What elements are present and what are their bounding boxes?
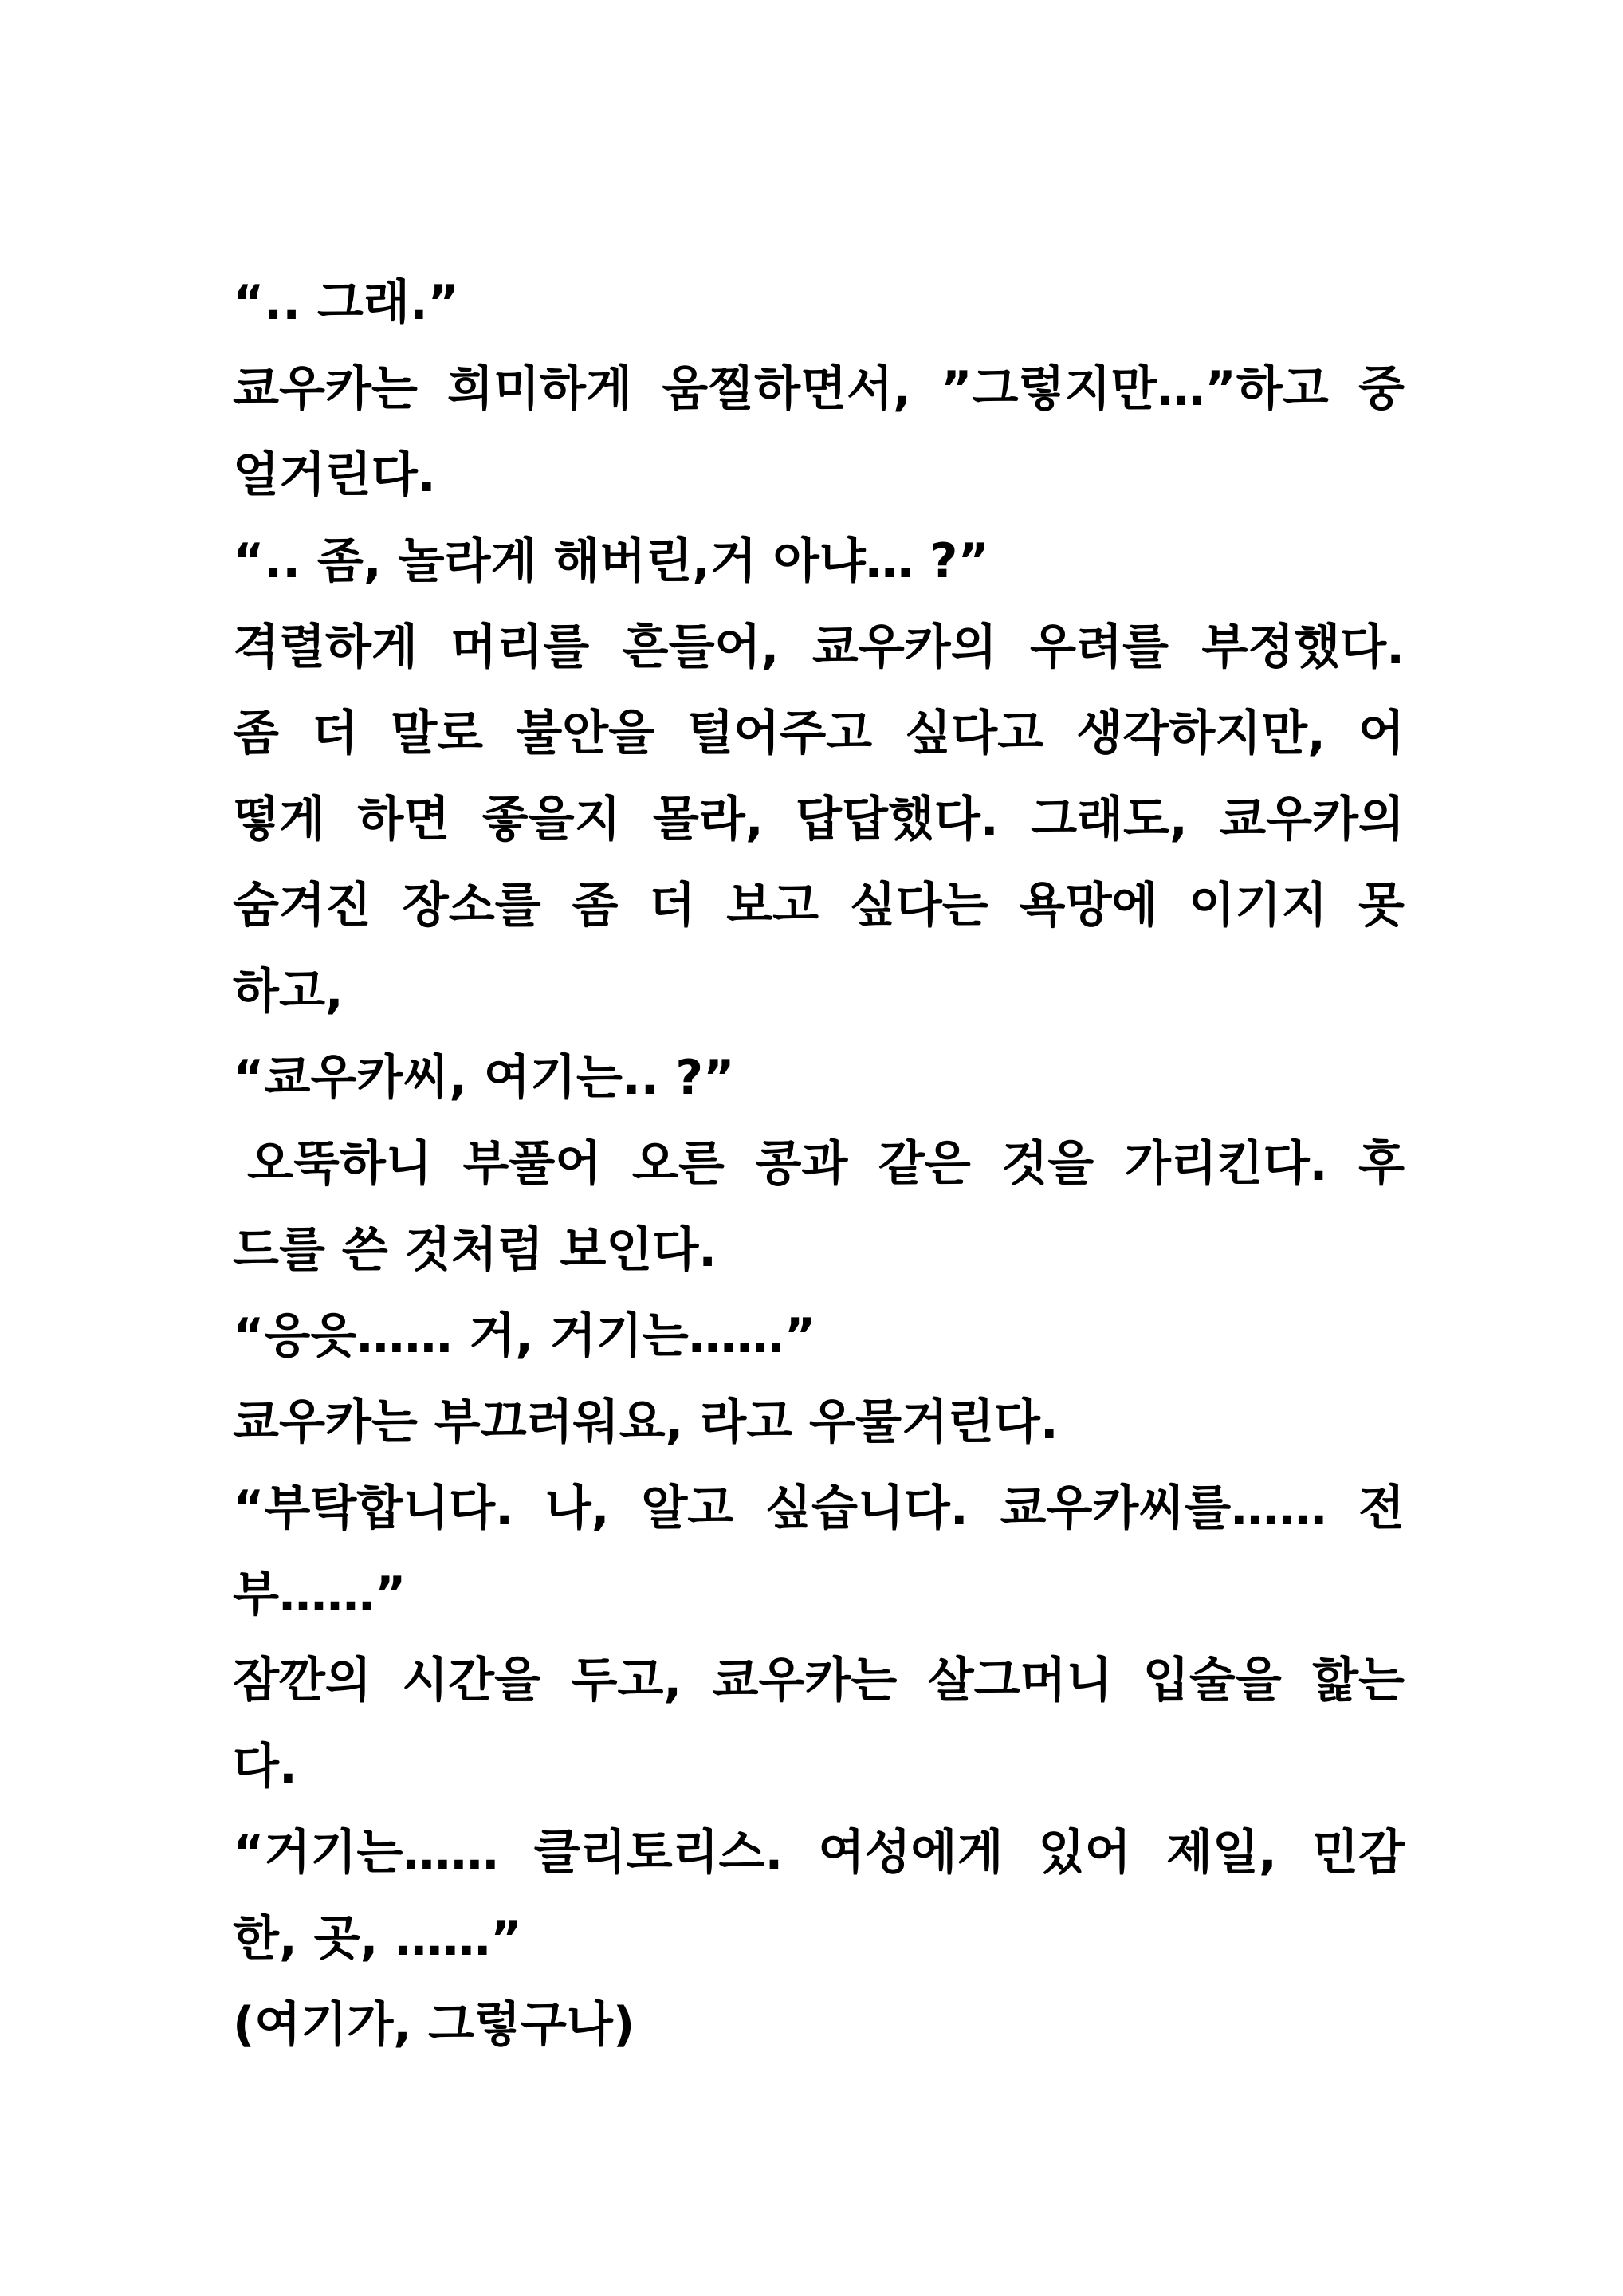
text-line: “쿄우카씨, 여기는.. ?” — [233, 1050, 735, 1106]
text-line: 떻게 하면 좋을지 몰라, 답답했다. 그래도, 쿄우카의 — [233, 792, 1405, 847]
text-line: (여기가, 그렇구나) — [233, 1997, 635, 2053]
text-line: 부……” — [233, 1567, 407, 1622]
text-line: 쿄우카는 희미하게 움찔하면서, ”그렇지만…”하고 중 — [233, 361, 1405, 417]
text-line: “응읏…… 거, 거기는……” — [233, 1308, 816, 1364]
text-line: “거기는…… 클리토리스. 여성에게 있어 제일, 민감 — [233, 1825, 1405, 1881]
text-line: 드를 쓴 것처럼 보인다. — [233, 1222, 717, 1278]
text-line: 쿄우카는 부끄러워요, 라고 우물거린다. — [233, 1394, 1059, 1450]
text-line: 잠깐의 시간을 두고, 쿄우카는 살그머니 입술을 핥는 — [233, 1653, 1405, 1708]
text-line: 하고, — [233, 964, 344, 1020]
text-line: 얼거린다. — [233, 447, 436, 503]
text-line: “.. 그래.” — [233, 275, 460, 331]
text-line: 오뚝하니 부풀어 오른 콩과 같은 것을 가리킨다. 후 — [247, 1136, 1405, 1192]
text-line: “.. 좀, 놀라게 해버린,거 아냐… ?” — [233, 533, 989, 589]
text-line: 한, 곳, ……” — [233, 1911, 522, 1967]
text-line: “부탁합니다. 나, 알고 싶습니다. 쿄우카씨를…… 전 — [233, 1480, 1405, 1536]
text-line: 숨겨진 장소를 좀 더 보고 싶다는 욕망에 이기지 못 — [233, 878, 1405, 934]
text-line: 격렬하게 머리를 흔들어, 쿄우카의 우려를 부정했다. — [233, 619, 1405, 675]
text-line: 다. — [233, 1739, 297, 1795]
text-line: 좀 더 말로 불안을 털어주고 싶다고 생각하지만, 어 — [233, 706, 1405, 761]
